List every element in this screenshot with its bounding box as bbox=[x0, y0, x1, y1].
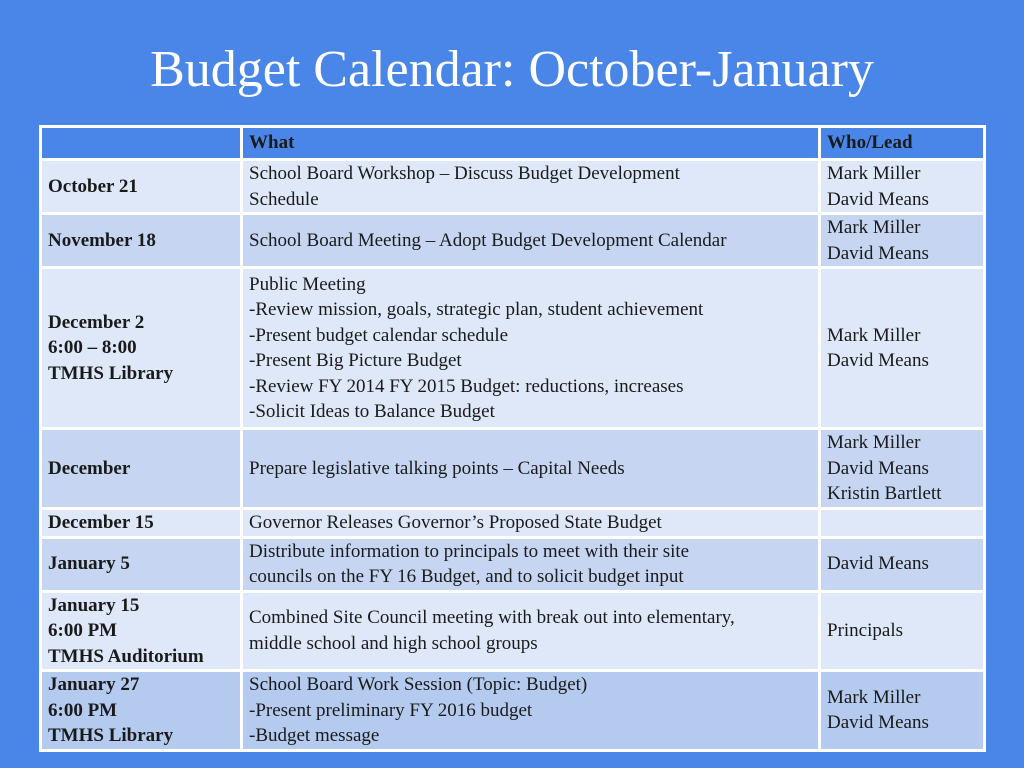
cell-when-line: October 21 bbox=[48, 175, 138, 197]
cell-what-line: -Review FY 2014 FY 2015 Budget: reductions, increases bbox=[249, 375, 684, 397]
cell-who bbox=[821, 269, 983, 427]
cell-who-line: Mark Miller bbox=[827, 163, 921, 184]
cell-when-line: TMHS Library bbox=[48, 725, 174, 746]
cell-who bbox=[821, 430, 983, 507]
cell-when-line: 6:00 PM bbox=[48, 699, 118, 721]
cell-what-line: Governor Releases Governor’s Proposed State Budget bbox=[249, 512, 662, 533]
cell-who-line: David Means bbox=[827, 712, 929, 734]
cell-when bbox=[42, 161, 240, 212]
cell-what-line: Prepare legislative talking points – Capital Needs bbox=[249, 457, 625, 479]
cell-what bbox=[243, 539, 818, 590]
table-row bbox=[42, 430, 983, 507]
cell-what-line: Combined Site Council meeting with break out into elementary, bbox=[249, 607, 735, 629]
cell-who bbox=[821, 593, 983, 670]
cell-when-line: 6:00 – 8:00 bbox=[48, 337, 137, 359]
cell-who bbox=[821, 539, 983, 590]
cell-what-line: -Present Big Picture Budget bbox=[249, 350, 462, 371]
cell-who-line: Mark Miller bbox=[827, 432, 921, 454]
cell-who-line: Kristin Bartlett bbox=[827, 483, 942, 505]
header-what: What bbox=[243, 128, 818, 158]
cell-who-line: David Means bbox=[827, 457, 929, 479]
cell-what-line: -Budget message bbox=[249, 725, 380, 746]
header-who: Who/Lead bbox=[821, 128, 983, 158]
table-row bbox=[42, 672, 983, 749]
cell-when-line: January 5 bbox=[48, 553, 130, 575]
cell-what-line: -Solicit Ideas to Balance Budget bbox=[249, 401, 495, 422]
cell-when bbox=[42, 269, 240, 427]
cell-who bbox=[821, 161, 983, 212]
cell-what-line: -Present preliminary FY 2016 budget bbox=[249, 699, 533, 721]
cell-when-line: December bbox=[48, 457, 131, 479]
cell-when-line: November 18 bbox=[48, 229, 156, 251]
table-row bbox=[42, 269, 983, 427]
cell-what-line: councils on the FY 16 Budget, and to solicit budget input bbox=[249, 566, 684, 587]
cell-what bbox=[243, 215, 818, 266]
cell-who-line: Mark Miller bbox=[827, 217, 921, 238]
cell-when bbox=[42, 510, 240, 536]
table-row bbox=[42, 161, 983, 212]
cell-who-line: David Means bbox=[827, 350, 929, 371]
cell-what-line: Schedule bbox=[249, 188, 319, 210]
cell-what-line: -Present budget calendar schedule bbox=[249, 324, 509, 346]
cell-who-line: Mark Miller bbox=[827, 686, 921, 708]
cell-what bbox=[243, 430, 818, 507]
cell-when-line: January 27 bbox=[48, 674, 140, 695]
cell-what-line: -Review mission, goals, strategic plan, student achievement bbox=[249, 299, 704, 320]
cell-when bbox=[42, 539, 240, 590]
budget-calendar-table bbox=[39, 125, 986, 752]
cell-when-line: TMHS Auditorium bbox=[48, 645, 204, 667]
cell-who bbox=[821, 510, 983, 536]
cell-what bbox=[243, 269, 818, 427]
table-body bbox=[42, 161, 983, 749]
slide-title: Budget Calendar: October-January bbox=[150, 41, 874, 98]
table-row bbox=[42, 510, 983, 536]
cell-what-line: School Board Workshop – Discuss Budget Development bbox=[249, 163, 680, 184]
header-when bbox=[42, 128, 240, 158]
cell-when-line: January 15 bbox=[48, 594, 140, 616]
cell-who-line: David Means bbox=[827, 553, 929, 575]
table-row bbox=[42, 215, 983, 266]
table-row bbox=[42, 593, 983, 670]
cell-who-line: Principals bbox=[827, 620, 903, 641]
cell-who-line: Mark Miller bbox=[827, 324, 921, 346]
cell-when-line: December 15 bbox=[48, 512, 154, 533]
cell-when bbox=[42, 430, 240, 507]
cell-when bbox=[42, 215, 240, 266]
cell-what-line: School Board Work Session (Topic: Budget) bbox=[249, 674, 588, 695]
cell-what bbox=[243, 510, 818, 536]
table-header-row bbox=[42, 128, 983, 158]
cell-what bbox=[243, 593, 818, 670]
cell-what-line: middle school and high school groups bbox=[249, 632, 538, 654]
cell-what-line: School Board Meeting – Adopt Budget Development Calendar bbox=[249, 229, 727, 251]
cell-what-line: Public Meeting bbox=[249, 273, 366, 295]
cell-when bbox=[42, 672, 240, 749]
cell-what-line: Distribute information to principals to meet with their site bbox=[249, 540, 690, 562]
cell-what bbox=[243, 672, 818, 749]
cell-who bbox=[821, 215, 983, 266]
cell-what bbox=[243, 161, 818, 212]
cell-when bbox=[42, 593, 240, 670]
cell-who bbox=[821, 672, 983, 749]
table-row bbox=[42, 539, 983, 590]
cell-who-line: David Means bbox=[827, 242, 929, 264]
cell-who-line: David Means bbox=[827, 188, 929, 210]
cell-when-line: TMHS Library bbox=[48, 362, 174, 384]
cell-when-line: December 2 bbox=[48, 311, 145, 333]
cell-when-line: 6:00 PM bbox=[48, 620, 118, 641]
